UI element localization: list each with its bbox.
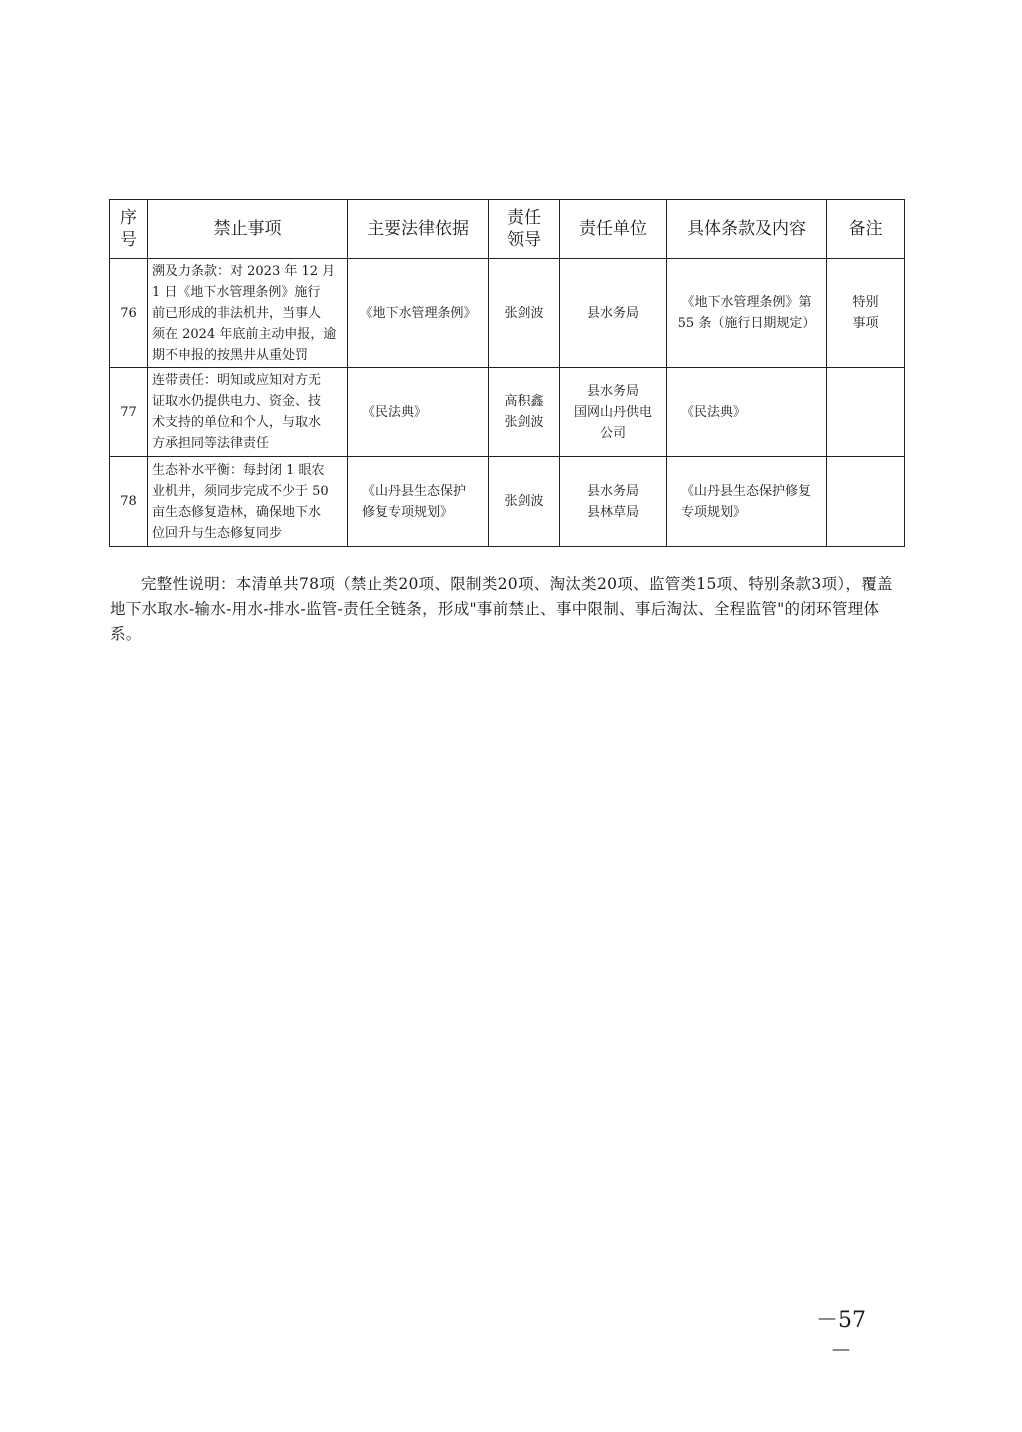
header-seq: 序 号 <box>110 200 148 259</box>
header-clause: 具体条款及内容 <box>667 200 827 259</box>
cell-no: 78 <box>110 457 148 547</box>
cell-law: 《地下水管理条例》 <box>348 259 489 368</box>
cell-unit: 县水务局 县林草局 <box>560 457 667 547</box>
cell-item: 生态补水平衡：每封闭 1 眼农 业机井，须同步完成不少于 50 亩生态修复造林，确保地下水 位回升与生态修复同步 <box>148 457 348 547</box>
header-law: 主要法律依据 <box>348 200 489 259</box>
cell-remark: 特别 事项 <box>827 259 905 368</box>
table-row <box>110 368 905 457</box>
table-row <box>110 259 905 368</box>
cell-law: 《民法典》 <box>348 368 489 457</box>
cell-clause: 《民法典》 <box>667 368 827 457</box>
completeness-note: 完整性说明：本清单共78项（禁止类20项、限制类20项、淘汰类20项、监管类15项、特别条款3项），覆盖地下水取水-输水-用水-排水-监管-责任全链条，形成"事前禁止、事中限制、事后淘汰、全程监管"的闭环管理体系。 <box>110 575 893 643</box>
prohibition-table <box>109 199 905 547</box>
table-row <box>110 457 905 547</box>
cell-clause: 《地下水管理条例》第 55 条（施行日期规定） <box>667 259 827 368</box>
cell-remark <box>827 368 905 457</box>
header-remark: 备注 <box>827 200 905 259</box>
cell-no: 76 <box>110 259 148 368</box>
page-number: －57－ <box>816 1308 866 1364</box>
cell-no: 77 <box>110 368 148 457</box>
cell-law: 《山丹县生态保护 修复专项规划》 <box>348 457 489 547</box>
table-header-row <box>110 200 905 259</box>
cell-leader: 张剑波 <box>489 259 560 368</box>
header-unit: 责任单位 <box>560 200 667 259</box>
cell-unit: 县水务局 国网山丹供电 公司 <box>560 368 667 457</box>
cell-leader: 张剑波 <box>489 457 560 547</box>
cell-remark <box>827 457 905 547</box>
header-leader: 责任 领导 <box>489 200 560 259</box>
cell-item: 连带责任：明知或应知对方无 证取水仍提供电力、资金、技 术支持的单位和个人，与取水 方承担同等法律责任 <box>148 368 348 457</box>
header-item: 禁止事项 <box>148 200 348 259</box>
cell-unit: 县水务局 <box>560 259 667 368</box>
cell-item: 溯及力条款：对 2023 年 12 月 1 日《地下水管理条例》施行 前已形成的非法机井，当事人 须在 2024 年底前主动申报，逾 期不申报的按黑井从重处罚 <box>148 259 348 368</box>
cell-leader: 高积鑫 张剑波 <box>489 368 560 457</box>
cell-clause: 《山丹县生态保护修复 专项规划》 <box>667 457 827 547</box>
